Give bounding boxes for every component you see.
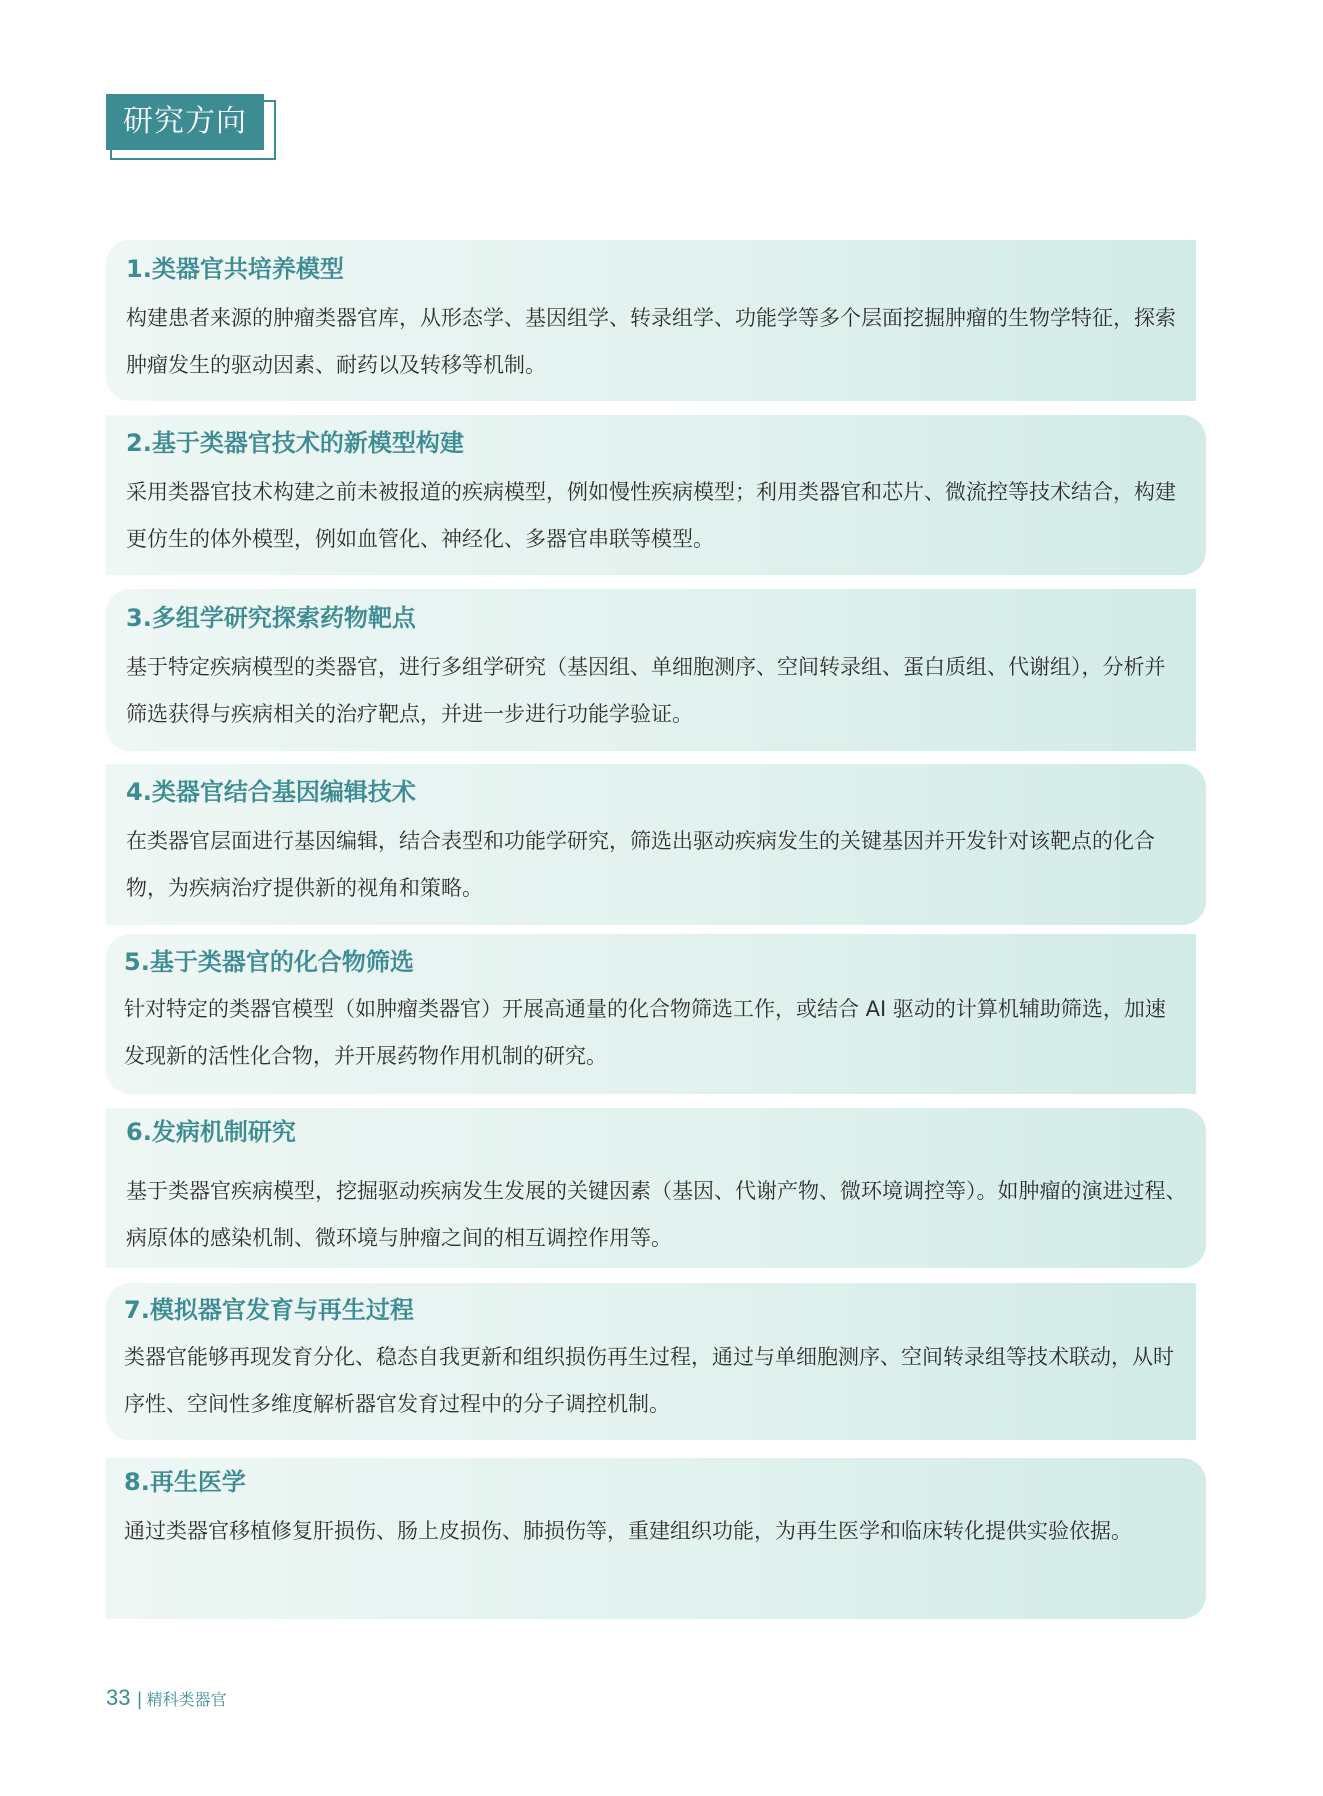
card-title: 5.基于类器官的化合物筛选 (124, 948, 414, 976)
card-body: 通过类器官移植修复肝损伤、肠上皮损伤、肺损伤等，重建组织功能，为再生医学和临床转化提供实验依据。 (124, 1519, 1132, 1543)
card-title: 4.类器官结合基因编辑技术 (126, 778, 416, 806)
research-card-6 (106, 1108, 1206, 1268)
card-body: 基于类器官疾病模型，挖掘驱动疾病发生发展的关键因素（基因、代谢产物、微环境调控等）。如肿瘤的演进过程、病原体的感染机制、微环境与肿瘤之间的相互调控作用等。 (126, 1179, 1187, 1250)
research-card-8 (106, 1458, 1206, 1619)
card-body: 采用类器官技术构建之前未被报道的疾病模型，例如慢性疾病模型；利用类器官和芯片、微流控等技术结合，构建更仿生的体外模型，例如血管化、神经化、多器官串联等模型。 (126, 480, 1176, 551)
research-card-3 (106, 589, 1196, 751)
card-title: 8.再生医学 (124, 1468, 246, 1496)
card-title: 2.基于类器官技术的新模型构建 (126, 429, 464, 457)
card-body: 在类器官层面进行基因编辑，结合表型和功能学研究，筛选出驱动疾病发生的关键基因并开发针对该靶点的化合物，为疾病治疗提供新的视角和策略。 (126, 829, 1155, 900)
card-title: 1.类器官共培养模型 (126, 255, 344, 283)
publication-name: 精科类器官 (146, 1690, 227, 1709)
page-number: 33 (106, 1685, 131, 1710)
research-card-7 (106, 1283, 1196, 1440)
card-body: 针对特定的类器官模型（如肿瘤类器官）开展高通量的化合物筛选工作，或结合 AI 驱动的计算机辅助筛选，加速发现新的活性化合物，并开展药物作用机制的研究。 (124, 997, 1166, 1068)
page-title: 研究方向 (123, 104, 247, 139)
header-fill (106, 94, 264, 150)
research-card-4 (106, 764, 1206, 925)
card-body: 类器官能够再现发育分化、稳态自我更新和组织损伤再生过程，通过与单细胞测序、空间转录组等技术联动，从时序性、空间性多维度解析器官发育过程中的分子调控机制。 (124, 1345, 1174, 1416)
card-title: 6.发病机制研究 (126, 1118, 296, 1146)
card-body: 构建患者来源的肿瘤类器官库，从形态学、基因组学、转录组学、功能学等多个层面挖掘肿瘤的生物学特征，探索肿瘤发生的驱动因素、耐药以及转移等机制。 (126, 306, 1176, 377)
card-title: 3.多组学研究探索药物靶点 (126, 604, 416, 632)
footer-separator: | (136, 1689, 143, 1710)
card-body: 基于特定疾病模型的类器官，进行多组学研究（基因组、单细胞测序、空间转录组、蛋白质组、代谢组），分析并筛选获得与疾病相关的治疗靶点，并进一步进行功能学验证。 (126, 655, 1166, 726)
card-title: 7.模拟器官发育与再生过程 (124, 1296, 414, 1324)
page-footer (106, 1685, 227, 1711)
research-card-1 (106, 240, 1196, 401)
section-header (106, 94, 272, 160)
research-card-2 (106, 415, 1206, 575)
research-card-5 (106, 934, 1196, 1094)
